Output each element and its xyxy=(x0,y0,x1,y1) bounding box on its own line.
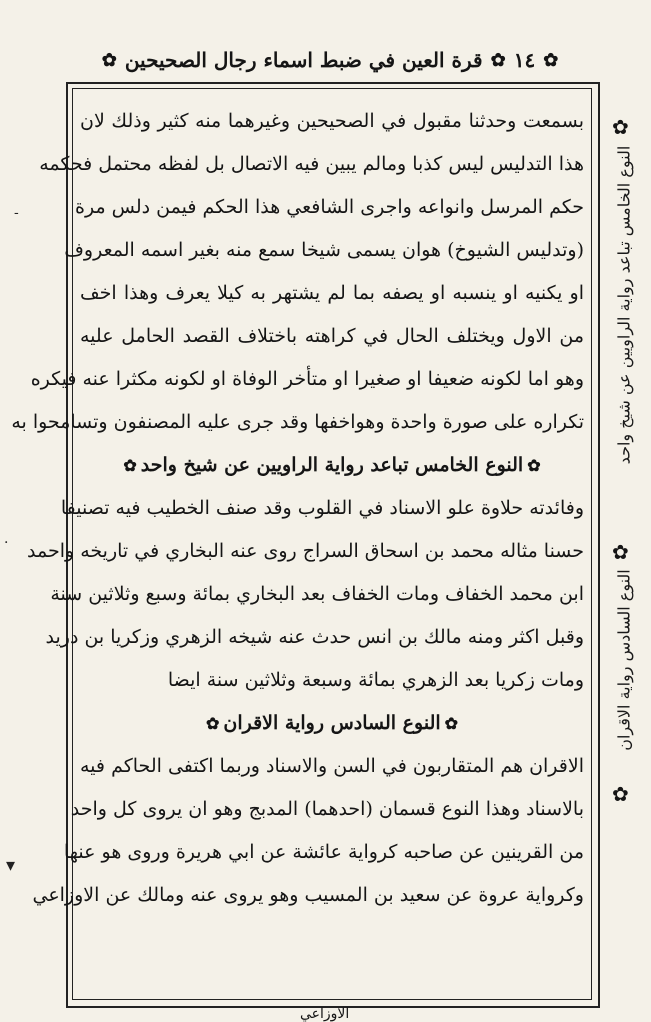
flower-ornament-icon: ✿ xyxy=(490,49,506,71)
flower-ornament-icon: ✿ xyxy=(612,540,629,564)
text-line: من القرينين عن صاحبه كرواية عائشة عن ابي هريرة وروى هو عنها xyxy=(63,841,584,863)
text-line: ابن محمد الخفاف ومات الخفاف بعد البخاري بمائة وسبع وثلاثين سنة xyxy=(50,583,584,605)
heading-text: النوع الخامس تباعد رواية الراويين عن شيخ واحد xyxy=(140,454,524,476)
text-line: حسنا مثاله محمد بن اسحاق السراج روى عنه البخاري في تاريخه واحمد xyxy=(27,540,584,562)
text-line: ومات زكريا بعد الزهري بمائة وسبعة وثلاثين سنة ايضا xyxy=(167,669,584,691)
main-text-block xyxy=(11,100,584,1000)
flower-ornament-icon: ✿ xyxy=(123,456,137,475)
margin-note-text: النوع الخامس تباعد رواية الراويين عن شيخ واحد xyxy=(614,145,634,465)
text-line: الاقران هم المتقاربون في السن والاسناد وربما اكتفى الحاكم فيه xyxy=(80,755,584,777)
flower-ornament-icon: ✿ xyxy=(527,456,541,475)
text-line: بالاسناد وهذا النوع قسمان (احدهما) المدبج وهو ان يروى كل واحد xyxy=(70,798,584,820)
running-title: قرة العين في ضبط اسماء رجال الصحيحين xyxy=(124,48,483,72)
margin-mark: ‐ xyxy=(14,205,19,221)
text-line: تكراره على صورة واحدة وهواخفها وقد جرى عليه المصنفون وتسامحوا به xyxy=(11,411,584,433)
text-line: وفائدته حلاوة علو الاسناد في القلوب وقد صنف الخطيب فيه تصنيفا xyxy=(60,497,584,519)
margin-mark: ▾ xyxy=(6,855,16,876)
page-number: ١٤ xyxy=(513,48,536,72)
margin-note-upper xyxy=(602,115,646,495)
catchword: الاوزاعي xyxy=(300,1006,350,1022)
flower-ornament-icon: ✿ xyxy=(543,49,559,71)
margin-mark: · xyxy=(4,535,9,551)
page-header xyxy=(60,40,600,80)
text-line: او يكنيه او ينسبه او يصفه بما لم يشتهر به كيلا يعرف وهذا اخف xyxy=(80,282,584,304)
text-line: وقبل اكثر ومنه مالك بن انس حدث عنه شيخه الزهري وزكريا بن دريد xyxy=(45,626,584,648)
text-line: بسمعت وحدثنا مقبول في الصحيحين وغيرهما منه كثير وذلك لان xyxy=(80,110,584,132)
flower-ornament-icon: ✿ xyxy=(205,714,220,733)
text-line: وهو اما لكونه ضعيفا او صغيرا او متأخر الوفاة او لكونه مكثرا عنه فيكره xyxy=(30,368,584,390)
text-line: حكم المرسل وانواعه واجرى الشافعي هذا الحكم فيمن دلس مرة xyxy=(75,196,584,218)
margin-note-text: النوع السادس رواية الاقران xyxy=(614,569,634,751)
heading-text: النوع السادس رواية الاقران xyxy=(223,712,441,734)
section-heading xyxy=(80,702,584,745)
flower-ornament-icon: ✿ xyxy=(612,782,629,806)
flower-ornament-icon: ✿ xyxy=(101,49,117,71)
flower-ornament-icon: ✿ xyxy=(612,115,629,139)
text-line: (وتدليس الشيوخ) هوان يسمى شيخا سمع منه بغير اسمه المعروف xyxy=(64,239,584,261)
text-line: هذا التدليس ليس كذبا ومالم يبين فيه الاتصال بل لفظه محتمل فحكمه xyxy=(39,153,584,175)
text-line: وكرواية عروة عن سعيد بن المسيب وهو يروى عنه ومالك عن الاوزاعي xyxy=(32,884,584,906)
section-heading xyxy=(80,444,584,487)
margin-note-lower xyxy=(602,500,646,820)
text-line: من الاول ويختلف الحال في كراهته باختلاف القصد الحامل عليه xyxy=(80,325,584,347)
flower-ornament-icon: ✿ xyxy=(444,714,459,733)
